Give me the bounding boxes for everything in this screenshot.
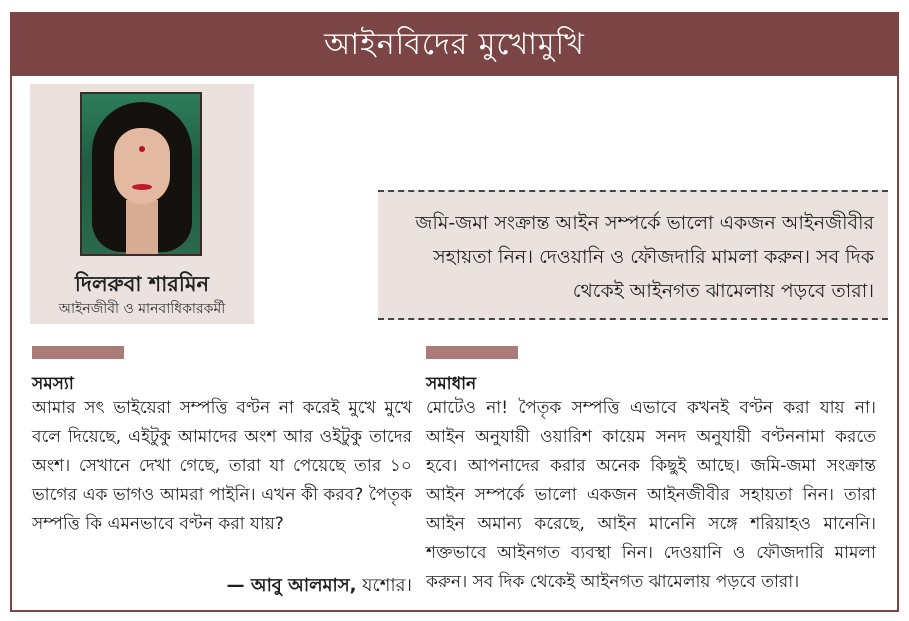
profile-name: দিলরুবা শারমিন [74,272,210,296]
problem-title: সমস্যা [32,374,74,394]
problem-body: আমার সৎ ভাইয়েরা সম্পত্তি বণ্টন না করেই মুখে মুখে বলে দিয়েছে, এইটুকু আমাদের অংশ আর ওইটুকু তাদের অংশ। সেখানে দেখা গেছে, তারা যা পেয়েছে তার ১০ ভাগের এক ভাগও আমরা পাইনি। এখন কী করব? পৈতৃক সম্পত্তি কি এমনভাবে বণ্টন করা যায়? [32,398,412,534]
photo-neck [126,200,158,256]
pull-quote: জমি-জমা সংক্রান্ত আইন সম্পর্কে ভালো একজন আইনজীবীর সহায়তা নিন। দেওয়ানি ও ফৌজদারি মামলা করুন। সব দিক থেকেই আইনগত ঝামেলায় পড়বে তারা। [378,190,888,320]
solution-body: মোটেও না! পৈতৃক সম্পত্তি এভাবে কখনই বণ্টন করা যায় না। আইন অনুযায়ী ওয়ারিশ কায়েম সনদ অনুযায়ী বণ্টননামা করতে হবে। আপনাদের করার অনেক কিছুই আছে। জমি-জমা সংক্রান্ত আইন সম্পর্কে ভালো একজন আইনজীবীর সহায়তা নিন। তারা আইন অমান্য করেছে, আইন মানেনি সঙ্গে শরিয়াহও মানেনি। শক্তভাবে আইনগত ব্যবস্থা নিন। দেওয়ানি ও ফৌজদারি মামলা করুন। সব দিক থেকেই আইনগত ঝামেলায় পড়বে তারা। [426,398,876,592]
photo-face [114,128,170,204]
photo-bindi [139,146,145,152]
solution-bar [426,346,518,359]
problem-signature [212,571,412,602]
author-profile [30,84,254,324]
photo-lips [132,184,152,190]
page-title: আইনবিদের মুখোমুখি [12,14,897,76]
profile-role: আইনজীবী ও মানবাধিকারকর্মী [58,301,226,317]
problem-bar [32,346,124,359]
solution-title: সমাধান [426,374,477,394]
author-photo [80,92,202,256]
article [10,12,899,612]
author-place: যশোর। [356,575,412,596]
author-name: — আবু আলমাস, [226,575,357,596]
